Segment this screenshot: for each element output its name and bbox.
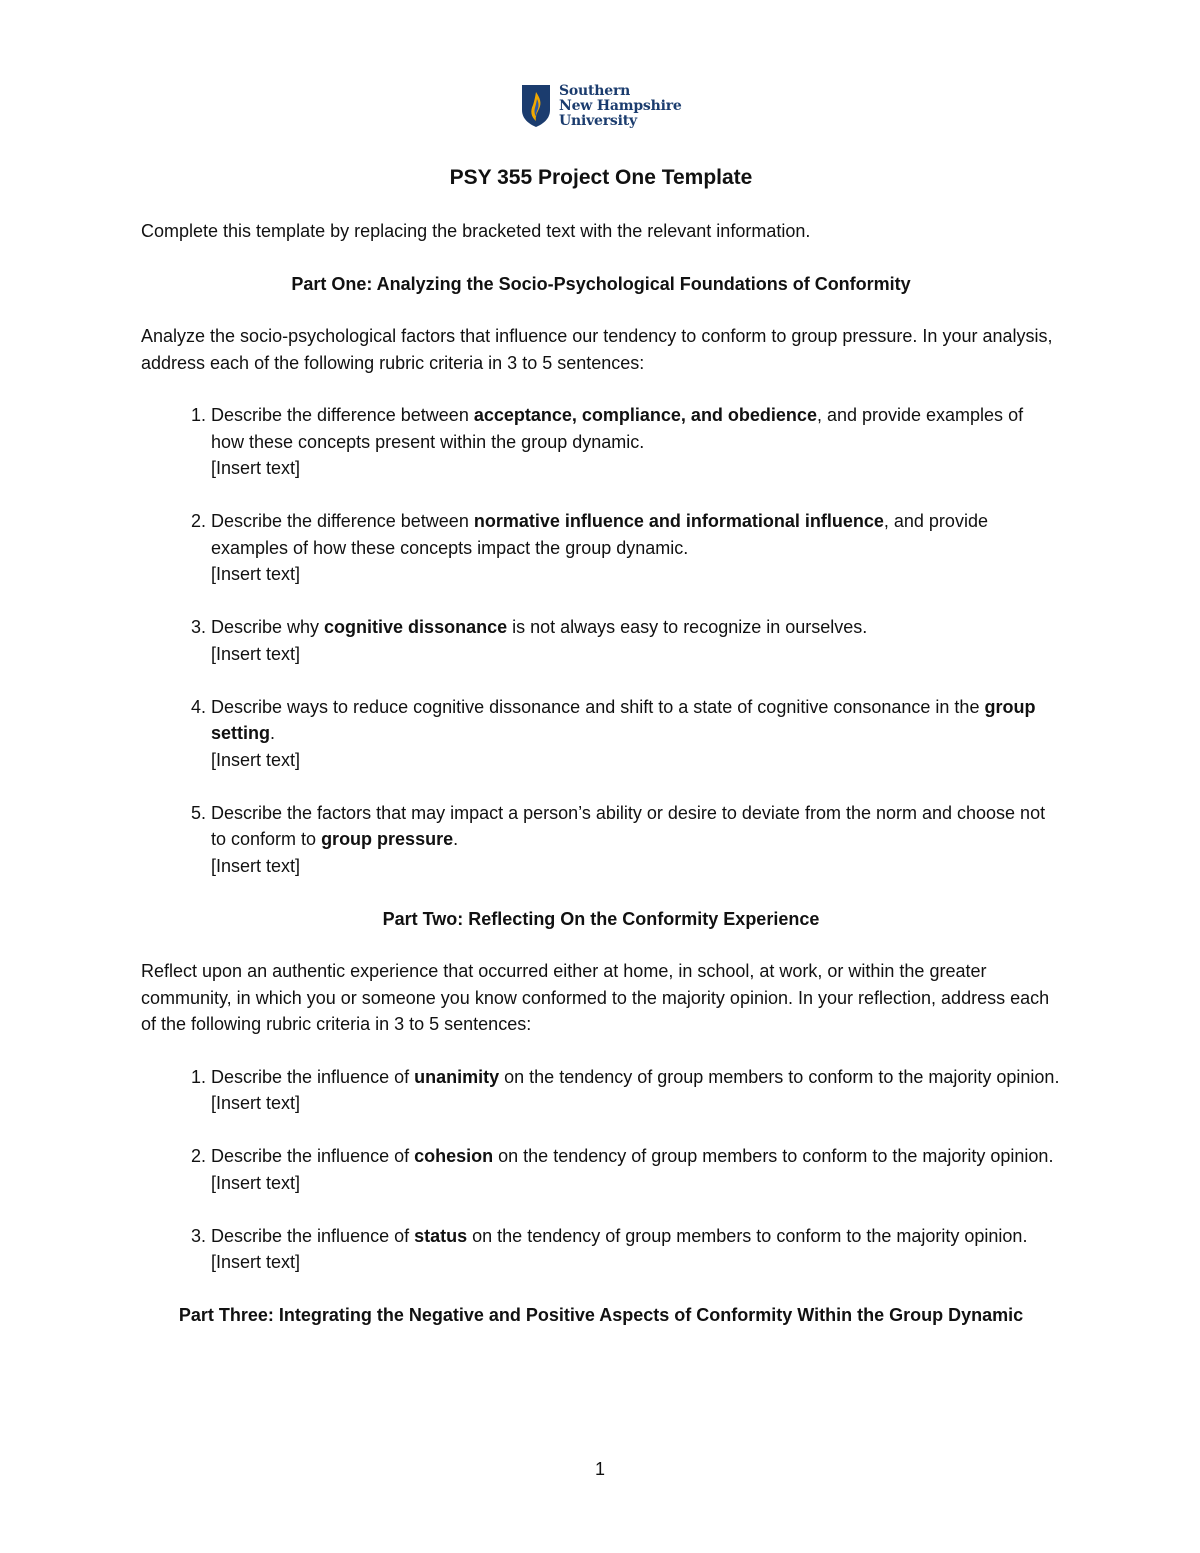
part-two-list [141,1064,1061,1276]
list-item: 4. Describe ways to reduce cognitive dissonance and shift to a state of cognitive consonance in the group setting. [Insert text] [211,694,1061,774]
insert-text-placeholder[interactable]: [Insert text] [211,564,301,584]
insert-text-placeholder[interactable]: [Insert text] [211,855,301,876]
intro-text: Complete this template by replacing the bracketed text with the relevant information. [141,221,811,241]
list-item: 5. Describe the factors that may impact a person’s ability or desire to deviate from the norm and choose not to conform to group pressure. [Insert text] [211,800,1061,880]
list-item: 1. Describe the influence of unanimity on the tendency of group members to conform to the majority opinion. [Insert text] [211,1064,1061,1117]
list-item: 2. Describe the influence of cohesion on the tendency of group members to conform to the majority opinion. [Insert text] [211,1143,1061,1196]
insert-text-placeholder[interactable]: [Insert text] [211,1252,301,1272]
part-one-list [141,402,1061,879]
part-one-heading: Part One: Analyzing the Socio-Psychological Foundations of Conformity [291,273,911,294]
list-item: 2. Describe the difference between normative influence and informational influence, and provide examples of how these concepts impact the group dynamic. [Insert text] [211,508,1061,588]
logo-line-3: University [559,113,637,129]
insert-text-placeholder[interactable]: [Insert text] [211,749,301,770]
document-body [141,164,1061,1355]
list-item: 3. Describe the influence of status on the tendency of group members to conform to the majority opinion. [Insert text] [211,1223,1061,1276]
insert-text-placeholder[interactable]: [Insert text] [211,1172,301,1193]
part-two-intro: Reflect upon an authentic experience that occurred either at home, in school, at work, or within the greater community, in which you or someone you know conformed to the majority opinion. In your reflection, address each of the following rubric criteria in 3 to 5 sentences: [141,961,1050,1034]
part-three-heading: Part Three: Integrating the Negative and Positive Aspects of Conformity Within the Group Dynamic [178,1305,1024,1325]
logo-wordmark [559,84,682,129]
university-logo [521,84,682,129]
page-title: PSY 355 Project One Template [449,166,753,189]
insert-text-placeholder[interactable]: [Insert text] [211,643,301,664]
list-item: 3. Describe why cognitive dissonance is not always easy to recognize in ourselves. [Insert text] [211,614,1061,667]
logo-line-1: Southern [559,83,631,99]
part-one-intro: Analyze the socio-psychological factors that influence our tendency to conform to group pressure. In your analysis, address each of the following rubric criteria in 3 to 5 sentences: [141,326,1053,373]
insert-text-placeholder[interactable]: [Insert text] [211,1093,301,1113]
shield-flame-icon [521,84,551,128]
insert-text-placeholder[interactable]: [Insert text] [211,458,301,478]
page-number: 1 [594,1459,605,1479]
list-item: 1. Describe the difference between acceptance, compliance, and obedience, and provide examples of how these concepts present within the group dynamic. [Insert text] [211,402,1061,482]
logo-line-2: New Hampshire [559,98,682,114]
part-two-heading: Part Two: Reflecting On the Conformity Experience [382,908,820,929]
